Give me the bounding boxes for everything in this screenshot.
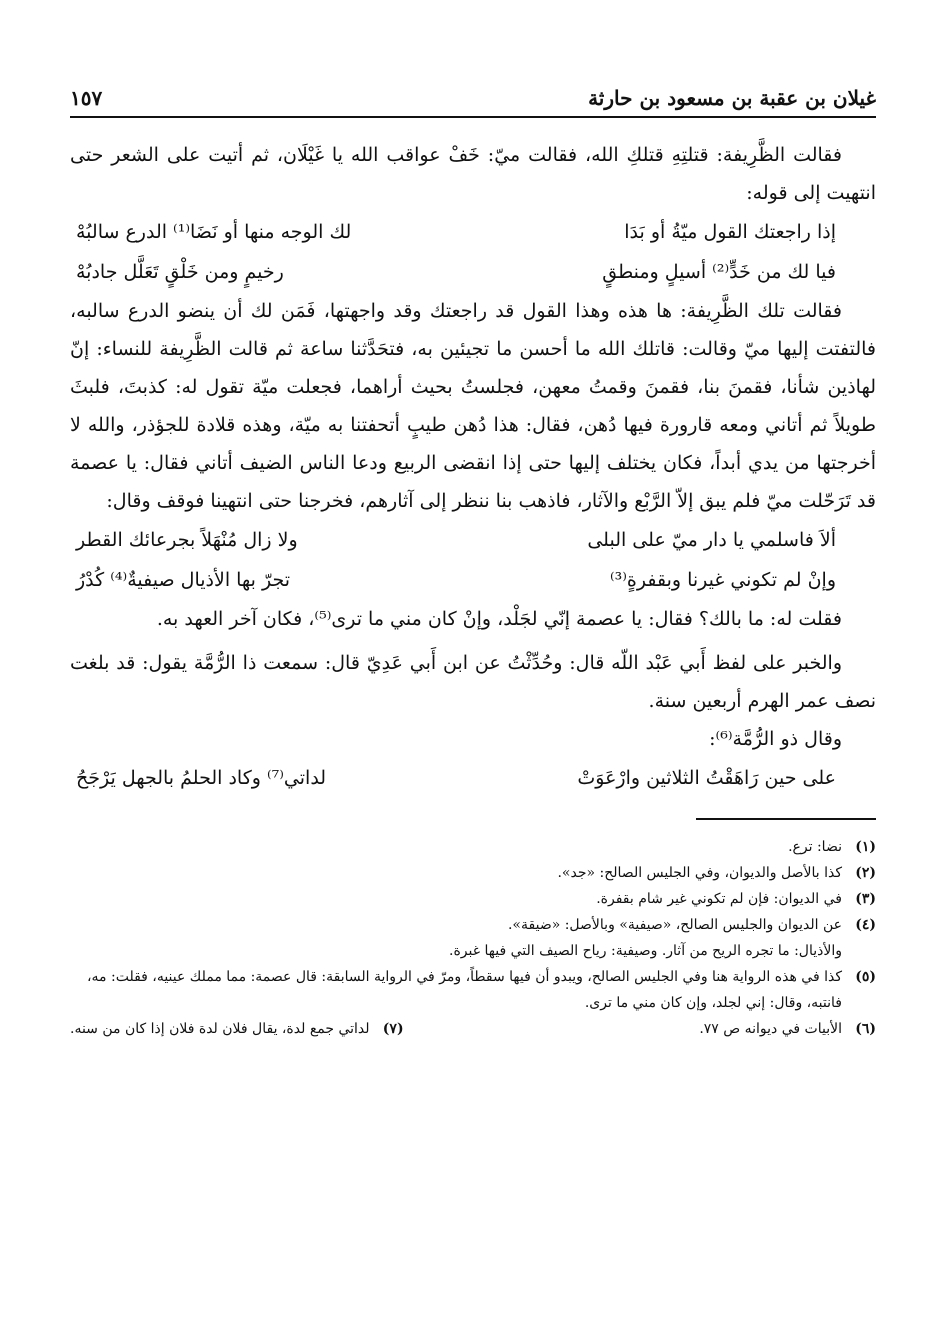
verse-3-second-hemistich: ولا زال مُنْهَلاً بجرعائك القطر (76, 529, 298, 551)
paragraph-3: فقلت له: ما بالك؟ فقال: يا عصمة إنّي لجَلْد، وإنْ كان مني ما ترى⁽⁵⁾، فكان آخر العهد به. (156, 608, 842, 630)
footnote-3 (70, 886, 876, 912)
paragraph-4: والخبر على لفظ أَبي عَبْد اللّه قال: وحُدِّثْتُ عن ابن أَبي عَدِيّ قال: سمعت ذا الرُّمَّة يقول: قد بلغت نصف عمر الهرم أربعين سنة. (70, 652, 876, 712)
footnote-4-continuation: والأذيال: ما تجره الريح من آثار. وصيفية: رياح الصيف التي فيها غبرة. (449, 943, 842, 959)
verse-4-second-hemistich: تجرّ بها الأذيال صيفيةٌ⁽⁴⁾ كُدْرُ (76, 569, 291, 591)
footnote-5-number: (٥) (855, 969, 876, 985)
footnote-2-text: كذا بالأصل والديوان، وفي الجليس الصالح: «جد». (557, 865, 842, 881)
footnotes-6-7-row (70, 1016, 876, 1042)
verse-1-first-hemistich: إذا راجعتك القول ميّةُ أو بَدَا (624, 221, 836, 243)
footnotes (70, 834, 876, 1042)
verse-line-2 (70, 252, 876, 292)
footnote-1-text: نضا: ترع. (788, 839, 842, 855)
verse-3-first-hemistich: ألاَ فاسلمي يا دار ميّ على البلى (587, 529, 836, 551)
verse-line-1 (70, 212, 876, 252)
footnote-4 (70, 912, 876, 938)
footnote-6 (699, 1016, 876, 1042)
footnote-5-text: كذا في هذه الرواية هنا وفي الجليس الصالح، ويبدو أن فيها سقطاً، ومرّ في الرواية السابقة: قال عصمة: مما مملك عينيه، فقلت: مه، فانتبه، وقال: إني لجلد، وإن كان مني ما ترى. (87, 969, 842, 1011)
paragraph-5: وقال ذو الرُّمَّة⁽⁶⁾: (709, 728, 842, 750)
main-text (70, 136, 876, 798)
verse-2-first-hemistich: فيا لك من خَدٍّ⁽²⁾ أسيلٍ ومنطقٍ (602, 261, 836, 283)
verse-5-second-hemistich: لداتي⁽⁷⁾ وكاد الحلمُ بالجهل يَرْجَحُ (76, 767, 327, 789)
verse-5-first-hemistich: على حين رَاهَقْتُ الثلاثين وارْعَوَتْ (577, 767, 836, 789)
verse-1-second-hemistich: لك الوجه منها أو نَضَا⁽¹⁾ الدرع سالبُهْ (76, 221, 352, 243)
footnote-6-text: الأبيات في ديوانه ص ٧٧. (699, 1021, 842, 1037)
footnote-4-text: عن الديوان والجليس الصالح، «صيفية» وبالأصل: «ضيقة». (507, 917, 842, 933)
page-number: ١٥٧ (70, 86, 103, 110)
footnote-2-number: (٢) (855, 865, 876, 881)
footnote-3-number: (٣) (855, 891, 876, 907)
footnote-4-number: (٤) (855, 917, 876, 933)
running-title: غيلان بن عقبة بن مسعود بن حارثة (588, 86, 876, 110)
paragraph-1: فقالت الظَّرِيفة: قتلتِهِ قتلكِ الله، فقالت ميّ: خَفْ عواقب الله يا غَيْلَان، ثم أتيت على الشعر حتى انتهيت إلى قوله: (70, 144, 876, 204)
verse-4-first-hemistich: وإنْ لم تكوني غيرنا وبقفرةٍ⁽³⁾ (609, 569, 836, 591)
footnote-3-text: في الديوان: فإن لم تكوني غير شام بقفرة. (596, 891, 842, 907)
footnote-7 (70, 1016, 404, 1042)
verse-2-second-hemistich: رخيمٍ ومن خَلْقٍ تَعَلَّل جادبُهْ (76, 261, 284, 283)
verse-line-3 (70, 520, 876, 560)
page-header (70, 70, 876, 118)
verse-line-4 (70, 560, 876, 600)
footnote-7-text: لداتي جمع لدة، يقال فلان لدة فلان إذا كان من سنه. (70, 1021, 370, 1037)
footnote-separator (696, 818, 876, 820)
footnote-5 (70, 964, 876, 1016)
paragraph-2: فقالت تلك الظَّرِيفة: ها هذه وهذا القول قد راجعتك وقد واجهتها، فَمَن لك أن ينضو الدرع سالبه، فالتفتت إليها ميّ وقالت: قاتلك الله ما أحسن ما تجيئين به، فتحَدَّثنا ساعة ثم قالت الظَّرِيفة للنساء: إنّ لهاذين شأنا، فقمنَ بنا، فقمنَ وقمتُ معهن، فجلستُ بحيث أراهما، فجعلت ميّة تقول له: كذبتَ، فلبثَ طويلاً ثم أتاني ومعه قارورة فيها دُهن، فقال: هذا دُهن طيبٍ أتحفتنا به ميّة، وهذه قلادة للجؤذر، والله لا أخرجتها من يدي أبداً، فكان يختلف إليها حتى إذا انقضى الربيع ودعا الناس الضيف أتاني فقال: يا عصمة قد تَرَحّلت ميّ فلم يبق إلاّ الرَّبْع والآثار، فاذهب بنا ننظر إلى آثارهم، فخرجنا حتى انتهينا فوقف وقال: (70, 300, 876, 512)
footnote-1 (70, 834, 876, 860)
book-page (70, 70, 876, 1310)
footnote-7-number: (٧) (382, 1021, 404, 1037)
footnote-1-number: (١) (855, 839, 876, 855)
footnote-6-number: (٦) (855, 1021, 876, 1037)
verse-line-5 (70, 758, 876, 798)
footnote-2 (70, 860, 876, 886)
